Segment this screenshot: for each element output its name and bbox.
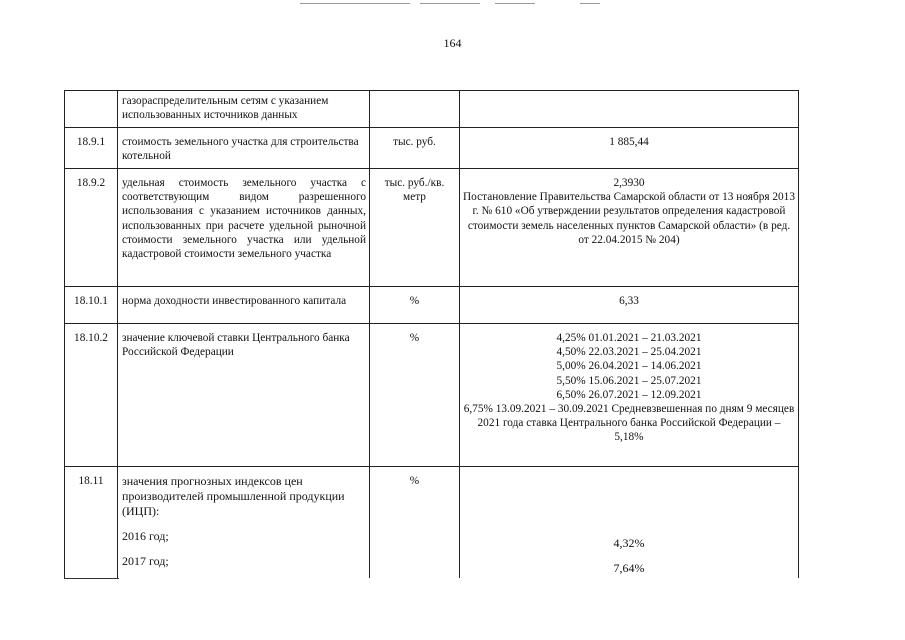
value-line: 2,3930 (613, 177, 645, 189)
table-row (65, 91, 799, 128)
table-row (65, 287, 799, 324)
row-number: 18.9.2 (65, 169, 118, 287)
scan-artifact-line (495, 3, 535, 4)
row-value (460, 324, 799, 467)
value-line: 6,50% 26.07.2021 – 12.09.2021 (556, 388, 702, 401)
row-description: стоимость земельного участка для строительства котельной (118, 128, 370, 169)
scan-artifact-line (420, 3, 480, 4)
value-line: 6,33 (619, 295, 639, 307)
row-number: 18.10.1 (65, 287, 118, 324)
row-value (460, 128, 799, 169)
row-number: 18.10.2 (65, 324, 118, 467)
row-description: удельная стоимость земельного участка с соответствующим видом разрешенного использования с указанием источников данных, использованных при расчете удельной рыночной стоимости земельного участка или удельной кадастровой стоимости земельного участка (118, 169, 370, 287)
value-line: 6,75% 13.09.2021 – 30.09.2021 Средневзвешенная по дням 9 месяцев 2021 года ставка Центрального банка Российской Федерации – 5,18% (463, 403, 795, 444)
table-row (65, 128, 799, 169)
scan-artifact-line (580, 3, 600, 4)
value-line: 5,50% 15.06.2021 – 25.07.2021 (556, 374, 702, 387)
row-unit: тыс. руб./кв. метр (370, 169, 460, 287)
row-number (65, 91, 118, 128)
year-value: 7,64% (613, 561, 645, 575)
table-row (65, 324, 799, 467)
value-line: 5,00% 26.04.2021 – 14.06.2021 (556, 360, 702, 373)
row-unit: тыс. руб. (370, 128, 460, 169)
page-number: 164 (443, 36, 462, 50)
row-unit: % (370, 467, 460, 579)
row-description-text: значения прогнозных индексов цен производителей промышленной продукции (ИЦП): (122, 474, 345, 518)
row-description: значение ключевой ставки Центрального банка Российской Федерации (118, 324, 370, 467)
document-table (64, 90, 799, 578)
table-row (65, 467, 799, 579)
year-label: 2016 год; (122, 529, 169, 543)
table-row (65, 169, 799, 287)
row-value (460, 91, 799, 128)
row-number: 18.11 (65, 467, 118, 579)
row-value (460, 287, 799, 324)
row-description: норма доходности инвестированного капитала (118, 287, 370, 324)
row-description (118, 467, 370, 579)
row-unit: % (370, 287, 460, 324)
row-description: газораспределительным сетям с указанием использованных источников данных (118, 91, 370, 128)
year-value: 4,32% (613, 536, 645, 550)
scan-artifact-line (64, 578, 119, 579)
row-unit (370, 91, 460, 128)
scan-artifact-line (300, 3, 410, 4)
value-line: 1 885,44 (609, 136, 649, 148)
row-unit: % (370, 324, 460, 467)
value-line: Постановление Правительства Самарской области от 13 ноября 2013 г. № 610 «Об утверждении результатов определения кадастровой стоимости земель населенных пунктов Самарской области» (в ред. от 22.04.2015 № 204) (463, 191, 795, 246)
row-value (460, 467, 799, 579)
value-line: 4,50% 22.03.2021 – 25.04.2021 (556, 346, 702, 359)
row-value (460, 169, 799, 287)
value-line: 4,25% 01.01.2021 – 21.03.2021 (556, 332, 702, 344)
row-number: 18.9.1 (65, 128, 118, 169)
year-label: 2017 год; (122, 554, 169, 568)
